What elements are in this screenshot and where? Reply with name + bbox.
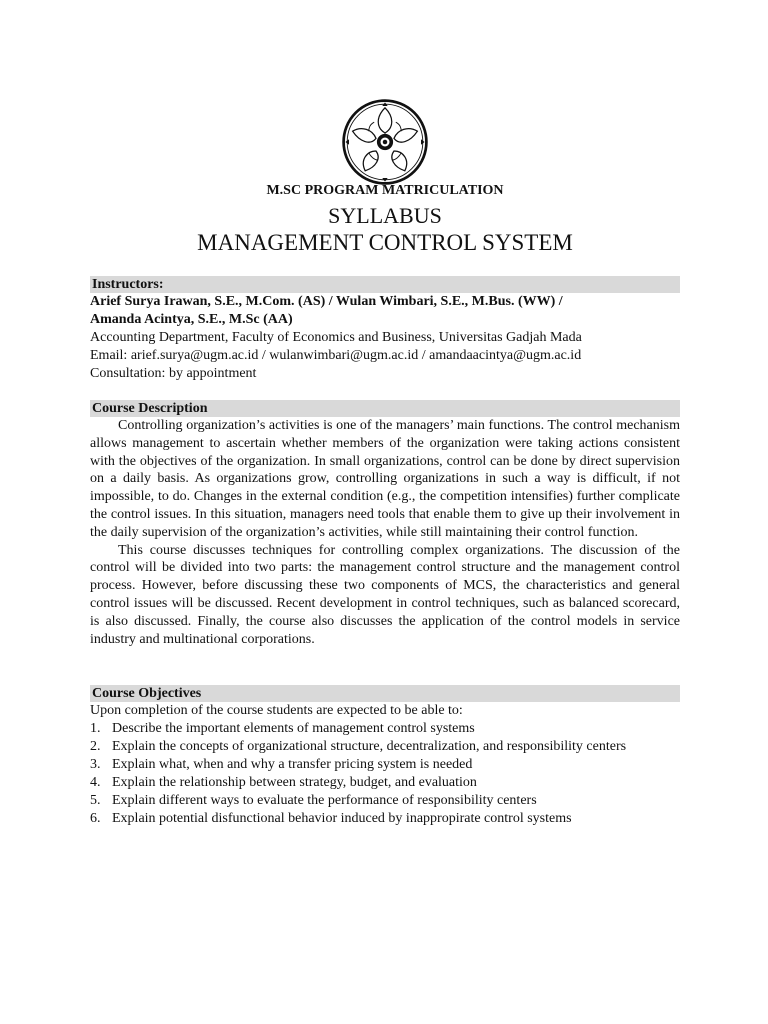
list-item-number: 2. [90,739,101,754]
list-item-text: Explain potential disfunctional behavior induced by inappropirate control systems [112,811,572,826]
list-item-text: Explain what, when and why a transfer pricing system is needed [112,757,473,772]
instructors-department: Accounting Department, Faculty of Economics and Business, Universitas Gadjah Mada [90,330,582,345]
list-item-text: Explain the concepts of organizational structure, decentralization, and responsibility centers [112,739,627,754]
course-objectives-section [90,685,680,828]
list-item-text: Explain the relationship between strategy, budget, and evaluation [112,775,477,790]
document-type-title: SYLLABUS [328,203,442,228]
objectives-list [90,720,680,828]
instructors-consultation: Consultation: by appointment [90,366,257,381]
instructors-email: Email: arief.surya@ugm.ac.id / wulanwimbari@ugm.ac.id / amandaacintya@ugm.ac.id [90,348,582,363]
list-item [90,774,680,792]
description-paragraph: This course discusses techniques for controlling complex organizations. The discussion of the control will be divided into two parts: the management control structure and the management control process. However, before discussing these two components of MCS, the characteristics and general control issues will be discussed. Recent development in control techniques, such as balanced scorecard, is also discussed. Finally, the course also discusses the application of the control models in service industry and multinational corporations. [90,542,680,647]
university-seal-icon [340,97,430,187]
list-item-text: Describe the important elements of management control systems [112,721,475,736]
course-description-section [90,400,680,648]
instructors-heading: Instructors: [90,276,680,293]
description-paragraph: Controlling organization’s activities is one of the managers’ main functions. The control mechanism allows management to ascertain whether members of the organization were taking actions consistent with the objectives of the organization. In small organizations, control can be done by direct supervision on a daily basis. As organizations grow, controlling organizations in such a way is difficult, if not impossible, to do. Changes in the external condition (e.g., the competition intensifies) further complicate the control issues. In this situation, managers need tools that enable them to give up their involvement in the daily supervision of the organization’s activities, while still maintaining their control function. [90,418,680,540]
list-item-number: 1. [90,721,101,736]
list-item [90,756,680,774]
list-item-text: Explain different ways to evaluate the performance of responsibility centers [112,793,537,808]
list-item-number: 6. [90,811,101,826]
program-heading: M.SC PROGRAM MATRICULATION [266,183,504,198]
objectives-intro: Upon completion of the course students are expected to be able to: [90,703,463,718]
course-description-heading: Course Description [90,400,680,417]
instructors-names-line1: Arief Surya Irawan, S.E., M.Com. (AS) / Wulan Wimbari, S.E., M.Bus. (WW) / [90,294,563,309]
list-item [90,738,680,756]
list-item-number: 5. [90,793,101,808]
list-item [90,810,680,828]
list-item [90,792,680,810]
course-objectives-heading: Course Objectives [90,685,680,702]
list-item [90,720,680,738]
instructors-names-line2: Amanda Acintya, S.E., M.Sc (AA) [90,312,293,327]
list-item-number: 3. [90,757,101,772]
instructors-section [90,276,680,383]
course-title: MANAGEMENT CONTROL SYSTEM [197,230,573,255]
list-item-number: 4. [90,775,101,790]
